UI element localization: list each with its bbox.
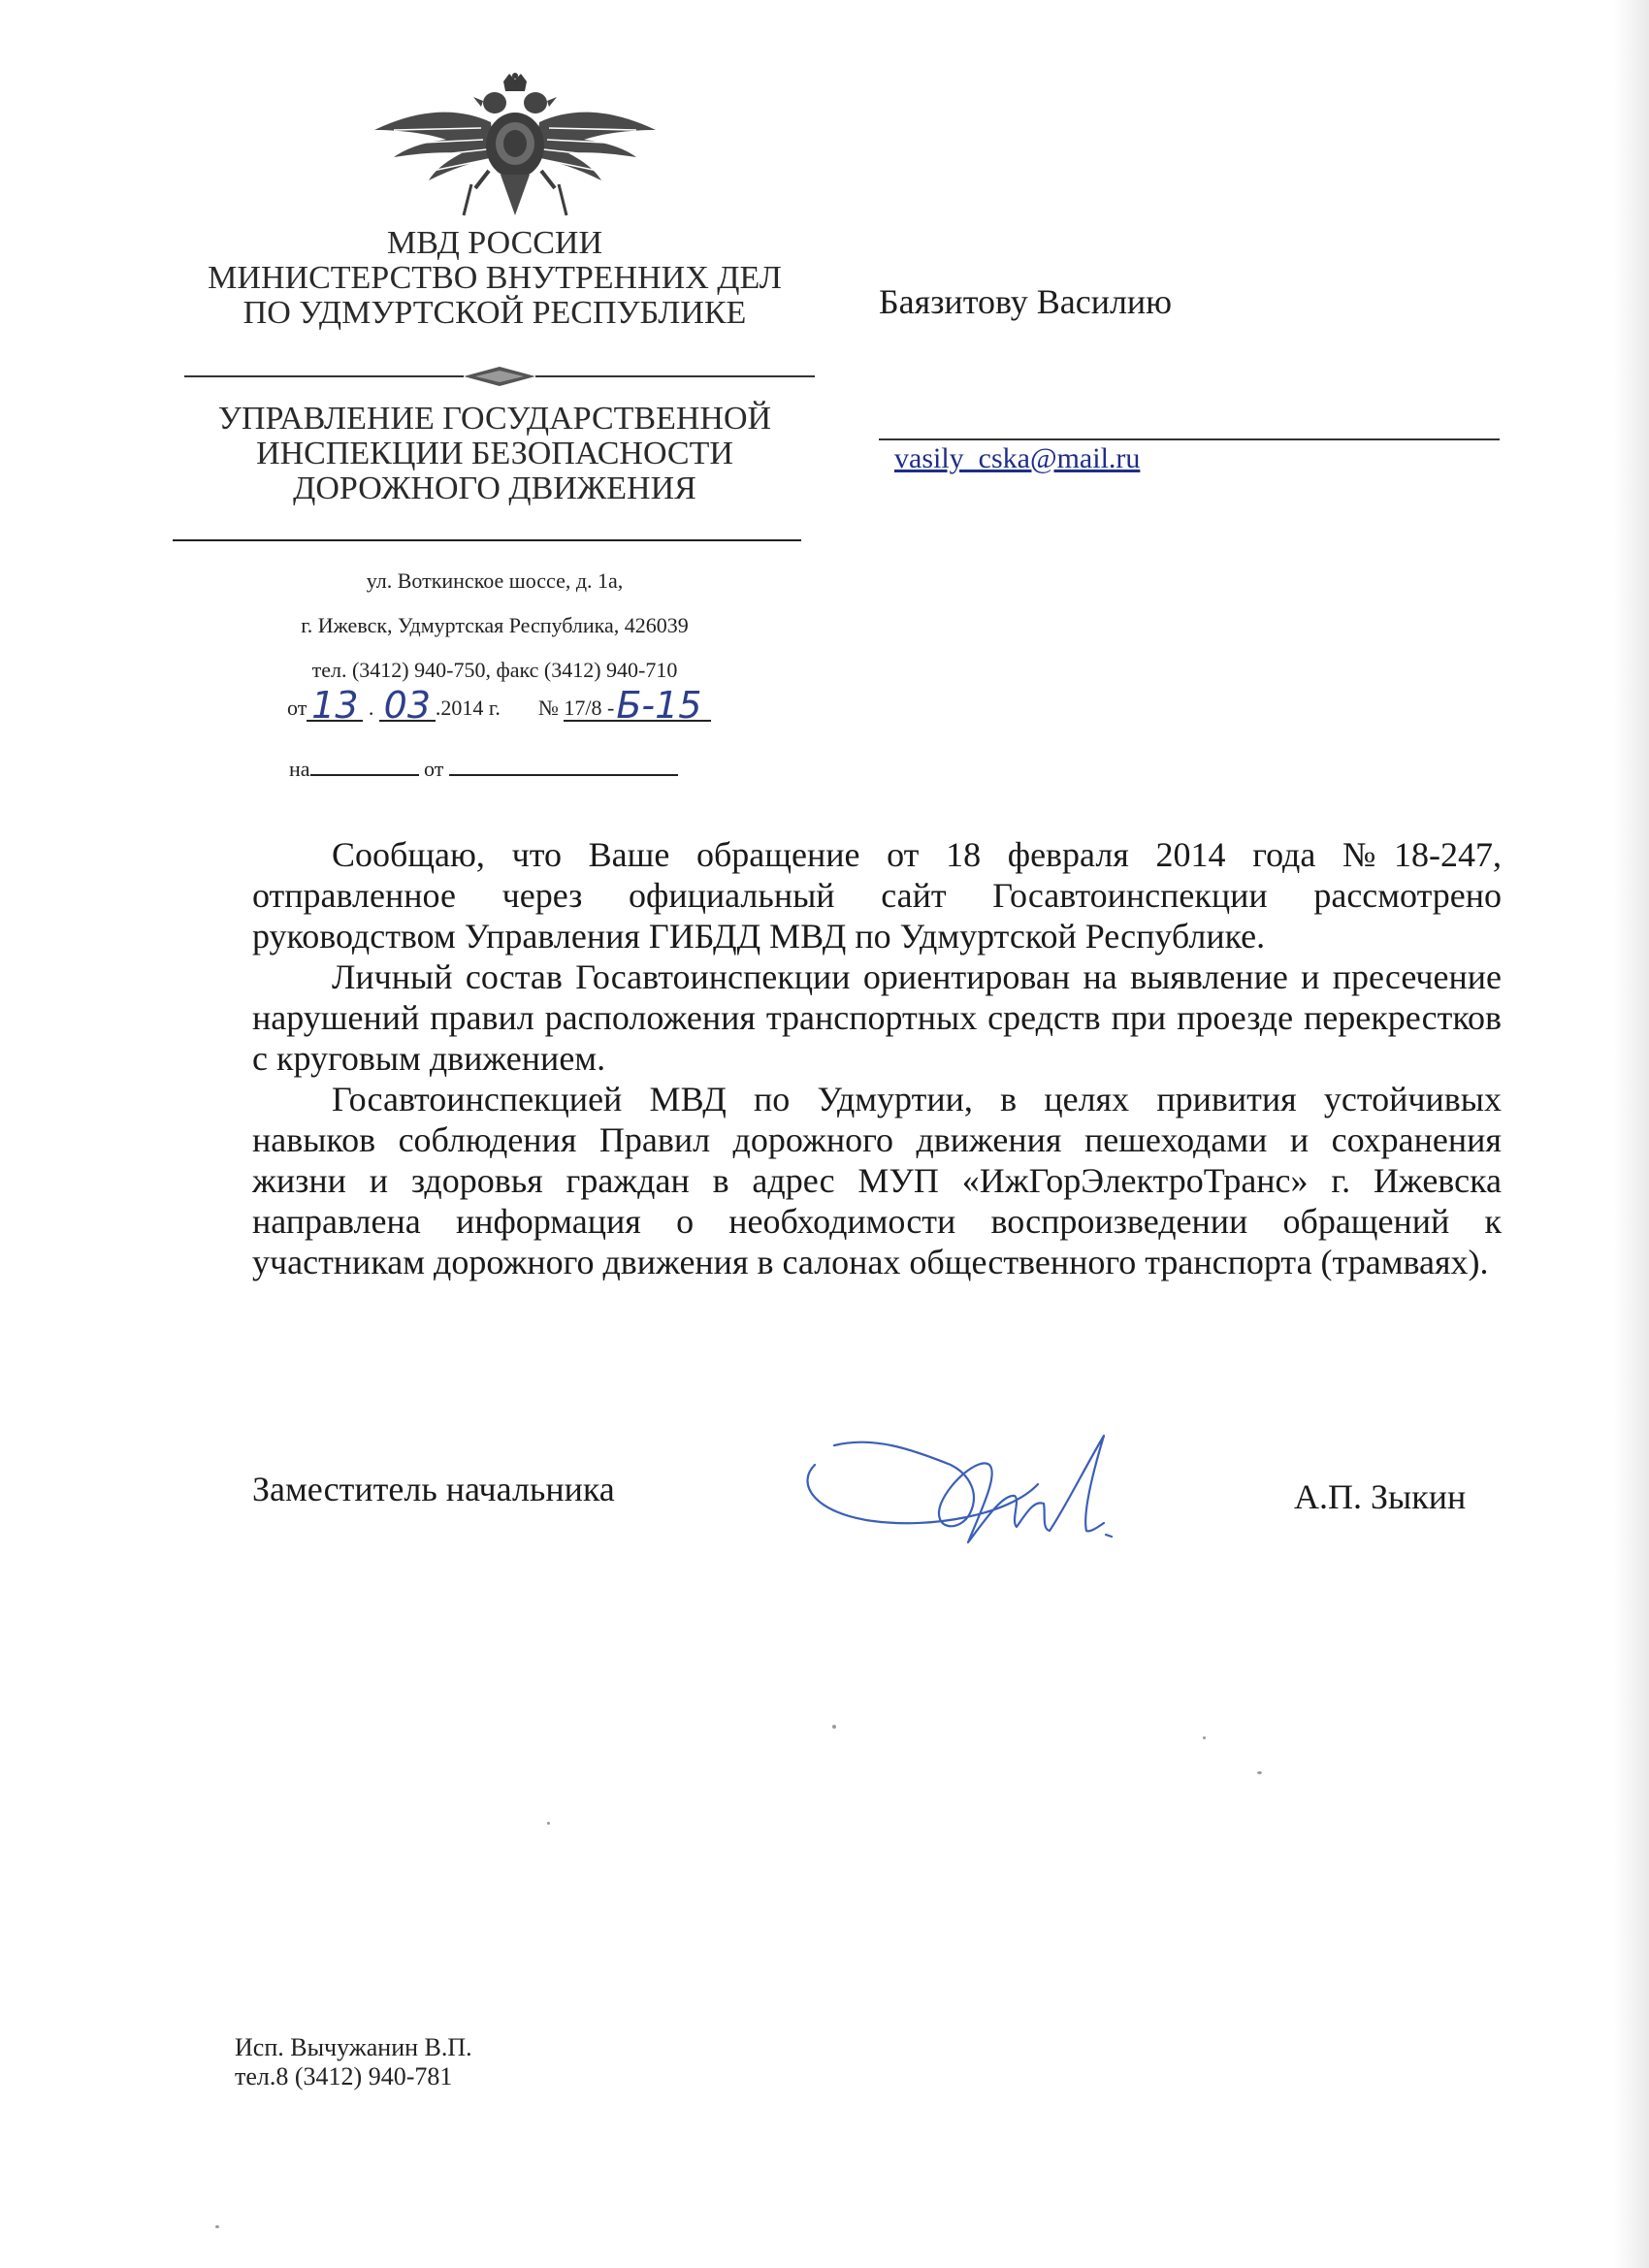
ref-number-label: № <box>537 696 559 720</box>
reply-na-blank <box>310 774 419 776</box>
scan-speck <box>1257 1771 1262 1774</box>
letter-body <box>252 834 1502 1282</box>
reply-from-label: от <box>424 757 444 781</box>
signatory-name: А.П. Зыкин <box>1294 1477 1467 1516</box>
diamond-divider-icon <box>184 365 815 388</box>
signatory-position: Заместитель начальника <box>252 1470 615 1508</box>
scan-speck <box>1203 1736 1206 1739</box>
address-phone: тел. (3412) 940-750, факс (3412) 940-710 <box>311 658 678 682</box>
org-line: ПО УДМУРТСКОЙ РЕСПУБЛИКЕ <box>242 295 747 331</box>
recipient-email-link[interactable]: vasily_cska@mail.ru <box>894 442 1141 474</box>
incoming-reference <box>289 757 678 782</box>
handwritten-signature <box>795 1407 1145 1562</box>
ref-day-handwritten: 13 <box>307 691 363 722</box>
ref-from-label: от <box>287 696 307 720</box>
scan-page-edge <box>1614 0 1649 2268</box>
address-city: г. Ижевск, Удмуртская Республика, 426039 <box>301 613 689 637</box>
ministry-name-block <box>175 226 815 331</box>
body-paragraph: Личный состав Госавтоинспекции ориентирован на выявление и пресечение нарушений правил расположения транспортных средств при проезде перекрестков с круговым движением. <box>252 957 1502 1078</box>
reply-na-label: на <box>289 757 310 781</box>
ref-number-handwritten: Б-15 <box>614 691 711 722</box>
executor-block <box>235 2033 472 2091</box>
ref-month-handwritten: 03 <box>379 691 436 722</box>
ref-year: .2014 г. <box>435 696 501 720</box>
ref-number-printed: 17/8 - <box>564 696 615 720</box>
scan-speck <box>832 1725 836 1729</box>
recipient-name: Баязитову Василию <box>879 282 1173 321</box>
reply-from-blank <box>449 774 678 776</box>
executor-name: Исп. Вычужанин В.П. <box>235 2033 472 2061</box>
outgoing-reference: от 13 . 03 .2014 г. № 17/8 -Б-15 <box>287 691 711 722</box>
org-line: МВД РОССИИ <box>386 225 603 261</box>
header-divider <box>173 539 801 541</box>
body-paragraph: Госавтоинспекцией МВД по Удмуртии, в целях привития устойчивых навыков соблюдения Правил дорожного движения пешеходами и сохранения жизни и здоровья граждан в адрес МУП «ИжГорЭлектроТранс» г. Ижевска направлена информация о необходимости воспроизведении обращений к участникам дорожного движения в салонах общественного транспорта (трамваях). <box>252 1080 1502 1281</box>
scan-speck <box>547 1822 550 1825</box>
dept-line: ИНСПЕКЦИИ БЕЗОПАСНОСТИ <box>256 436 733 471</box>
dept-line: УПРАВЛЕНИЕ ГОСУДАРСТВЕННОЙ <box>217 401 772 437</box>
address-block <box>233 559 757 693</box>
recipient-underline <box>879 438 1500 440</box>
scan-speck <box>215 2225 219 2228</box>
mvd-eagle-emblem-icon <box>374 70 656 225</box>
body-paragraph: Сообщаю, что Ваше обращение от 18 февраля 2014 года №18-247, отправленное через официальный сайт Госавтоинспекции рассмотрено руководством Управления ГИБДД МВД по Удмуртской Республике. <box>252 835 1502 956</box>
org-line: МИНИСТЕРСТВО ВНУТРЕННИХ ДЕЛ <box>208 260 782 296</box>
address-street: ул. Воткинское шоссе, д. 1а, <box>366 568 624 593</box>
department-name-block <box>175 402 815 506</box>
executor-phone: тел.8 (3412) 940-781 <box>235 2062 453 2090</box>
dept-line: ДОРОЖНОГО ДВИЖЕНИЯ <box>293 470 696 506</box>
